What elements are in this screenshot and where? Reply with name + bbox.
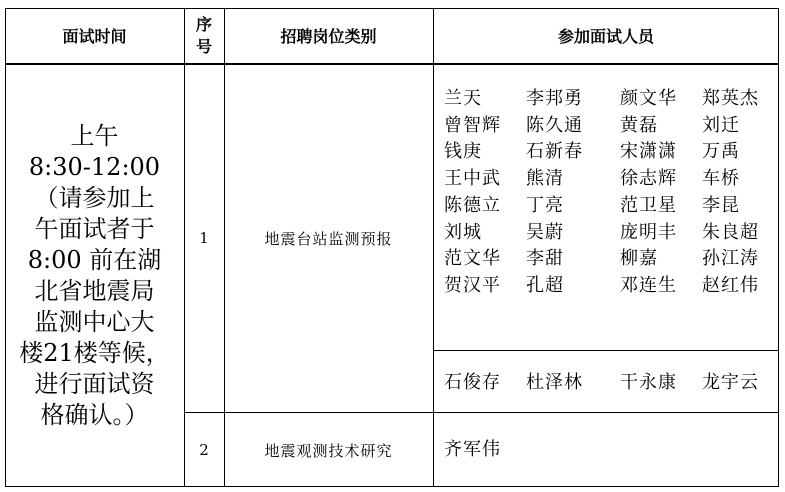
person-name: 贺汉平	[444, 274, 501, 296]
person-name: 齐军伟	[444, 439, 501, 460]
header-seq: 序号	[195, 14, 212, 56]
person-name: 陈久通	[526, 114, 583, 136]
person-name: 干永康	[620, 372, 677, 393]
person-name: 孔超	[526, 274, 564, 296]
header-people: 参加面试人员	[557, 27, 654, 46]
row-1-names-grid	[444, 86, 774, 300]
person-name: 范文华	[444, 248, 501, 270]
person-name: 吴蔚	[526, 221, 564, 243]
row-1-category: 地震台站监测预报	[264, 229, 393, 248]
row-2-seq: 2	[199, 441, 209, 459]
row-1-seq: 1	[199, 229, 209, 247]
person-name: 范卫星	[620, 194, 677, 216]
person-name: 王中武	[444, 168, 501, 190]
person-name: 石新春	[526, 141, 583, 163]
person-name: 杜泽林	[526, 372, 583, 393]
time-note	[5, 64, 184, 487]
row-1-names-extra	[444, 370, 774, 396]
person-name: 熊清	[526, 168, 564, 190]
person-name: 朱良超	[702, 221, 759, 243]
person-name: 万禹	[702, 141, 740, 163]
person-name: 颜文华	[620, 88, 677, 109]
person-name: 黄磊	[620, 114, 658, 136]
person-name: 宋潇潇	[620, 141, 677, 163]
header-category: 招聘岗位类别	[280, 27, 377, 46]
person-name: 石俊存	[444, 372, 501, 393]
person-name: 钱庚	[444, 141, 482, 163]
person-name: 刘城	[444, 221, 482, 243]
row-2-names	[444, 437, 774, 463]
person-name: 曾智辉	[444, 114, 501, 136]
person-name: 徐志辉	[620, 168, 677, 190]
person-name: 丁亮	[526, 194, 564, 216]
row-2-category: 地震观测技术研究	[264, 441, 393, 460]
person-name: 孙江涛	[702, 248, 759, 270]
names-subdivider	[433, 350, 779, 351]
person-name: 郑英杰	[702, 88, 759, 109]
time-note-text: 上午 8:30-12:00 （请参加上 午面试者于 8:00 前在湖 北省地震局 监测中心大 楼21楼等候， 进行面试资 格确认。）	[19, 121, 170, 429]
person-name: 李甜	[526, 248, 564, 270]
col-divider-3	[433, 8, 434, 487]
person-name: 柳嘉	[620, 248, 658, 270]
header-time: 面试时间	[62, 27, 127, 46]
person-name: 赵红伟	[702, 274, 759, 296]
person-name: 李邦勇	[526, 88, 583, 109]
person-name: 邓连生	[620, 274, 677, 296]
person-name: 龙宇云	[702, 372, 759, 393]
person-name: 庞明丰	[620, 221, 677, 243]
person-name: 刘迁	[702, 114, 740, 136]
person-name: 车桥	[702, 168, 740, 190]
person-name: 陈德立	[444, 194, 501, 216]
person-name: 兰天	[444, 88, 482, 109]
person-name: 李昆	[702, 194, 740, 216]
